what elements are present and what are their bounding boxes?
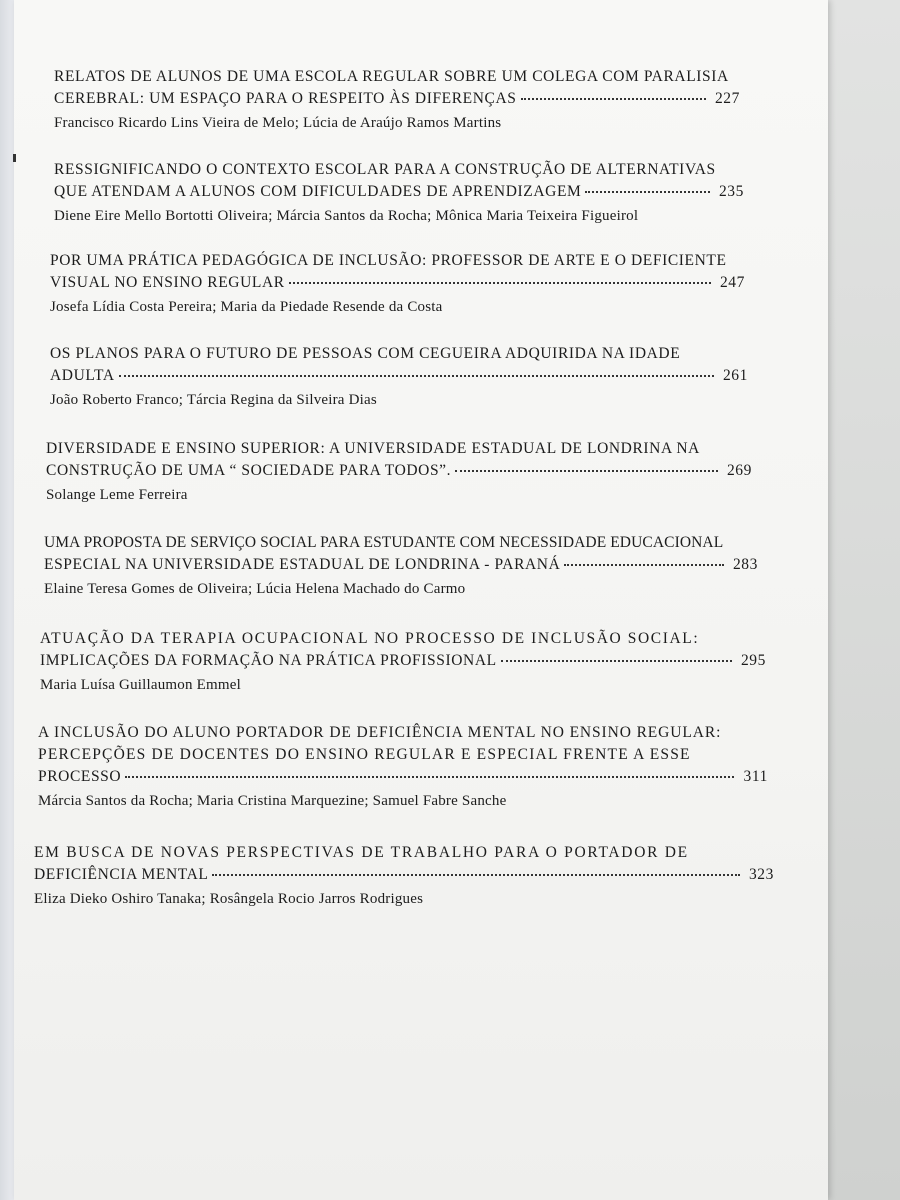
entry-authors: Francisco Ricardo Lins Vieira de Melo; Lúcia de Araújo Ramos Martins <box>54 115 502 131</box>
page-number: 261 <box>722 367 748 384</box>
entry-authors: Eliza Dieko Oshiro Tanaka; Rosângela Rocio Jarros Rodrigues <box>34 891 424 907</box>
dot-leader <box>455 470 718 472</box>
dot-leader <box>564 564 724 566</box>
entry-authors: Diene Eire Mello Bortotti Oliveira; Márcia Santos da Rocha; Mônica Maria Teixeira Figueirol <box>54 208 639 224</box>
entry-title-last-line <box>44 554 758 576</box>
entry-authors: Maria Luísa Guillaumon Emmel <box>40 677 241 693</box>
entry-title-line <box>38 744 768 766</box>
toc-entry <box>44 532 758 600</box>
page-number: 269 <box>726 462 752 479</box>
entry-title-text: IMPLICAÇÕES DA FORMAÇÃO NA PRÁTICA PROFISSIONAL <box>40 652 497 669</box>
dot-leader <box>501 660 732 662</box>
page-number: 323 <box>748 866 774 883</box>
dot-leader <box>119 375 714 377</box>
entry-title-last-line <box>46 460 752 482</box>
entry-title-text: VISUAL NO ENSINO REGULAR <box>50 274 285 291</box>
toc-entry <box>40 628 766 696</box>
entry-title-text: PERCEPÇÕES DE DOCENTES DO ENSINO REGULAR E ESPECIAL FRENTE A ESSE <box>38 746 691 763</box>
page-number: 235 <box>718 183 744 200</box>
entry-title-text: CONSTRUÇÃO DE UMA “ SOCIEDADE PARA TODOS”. <box>46 462 452 479</box>
entry-title-line <box>46 438 752 460</box>
page-number: 247 <box>719 274 745 291</box>
page-number: 227 <box>714 90 740 107</box>
entry-title-text: DEFICIÊNCIA MENTAL <box>34 866 209 883</box>
entry-title-text: DIVERSIDADE E ENSINO SUPERIOR: A UNIVERSIDADE ESTADUAL DE LONDRINA NA <box>46 440 700 457</box>
entry-title-text: PROCESSO <box>38 768 122 785</box>
entry-title-text: CEREBRAL: UM ESPAÇO PARA O RESPEITO ÀS DIFERENÇAS <box>54 90 517 107</box>
entry-title-line <box>40 628 766 650</box>
entry-title-line <box>50 250 745 272</box>
entry-title-text: QUE ATENDAM A ALUNOS COM DIFICULDADES DE APRENDIZAGEM <box>54 183 582 200</box>
entry-title-line <box>54 66 740 88</box>
entry-title-text: OS PLANOS PARA O FUTURO DE PESSOAS COM CEGUEIRA ADQUIRIDA NA IDADE <box>50 345 681 362</box>
entry-title-text: A INCLUSÃO DO ALUNO PORTADOR DE DEFICIÊNCIA MENTAL NO ENSINO REGULAR: <box>38 724 722 741</box>
entry-title-text: ESPECIAL NA UNIVERSIDADE ESTADUAL DE LONDRINA - PARANÁ <box>44 556 561 573</box>
page-number: 295 <box>740 652 766 669</box>
entry-authors: Márcia Santos da Rocha; Maria Cristina Marquezine; Samuel Fabre Sanche <box>38 793 507 809</box>
toc-entry <box>46 438 752 506</box>
toc-entry <box>54 66 740 134</box>
entry-title-line <box>44 532 758 554</box>
entry-title-text: EM BUSCA DE NOVAS PERSPECTIVAS DE TRABALHO PARA O PORTADOR DE <box>34 844 689 861</box>
entry-title-text: ATUAÇÃO DA TERAPIA OCUPACIONAL NO PROCESSO DE INCLUSÃO SOCIAL: <box>40 630 700 647</box>
entry-title-last-line <box>34 864 774 886</box>
toc-entry <box>38 722 768 812</box>
page-number: 311 <box>743 768 768 785</box>
entry-title-text: RELATOS DE ALUNOS DE UMA ESCOLA REGULAR SOBRE UM COLEGA COM PARALISIA <box>54 68 729 85</box>
entry-title-text: POR UMA PRÁTICA PEDAGÓGICA DE INCLUSÃO: PROFESSOR DE ARTE E O DEFICIENTE <box>50 252 727 269</box>
entry-title-last-line <box>50 272 745 294</box>
entry-authors: João Roberto Franco; Tárcia Regina da Silveira Dias <box>50 392 377 408</box>
entry-title-text: ADULTA <box>50 367 115 384</box>
entry-title-text: UMA PROPOSTA DE SERVIÇO SOCIAL PARA ESTUDANTE COM NECESSIDADE EDUCACIONAL <box>44 534 724 551</box>
entry-authors: Josefa Lídia Costa Pereira; Maria da Piedade Resende da Costa <box>50 299 443 315</box>
entry-title-last-line <box>50 365 748 387</box>
toc-entry <box>54 159 744 227</box>
toc-entry <box>50 250 745 318</box>
page-number: 283 <box>732 556 758 573</box>
dot-leader <box>585 191 710 193</box>
entry-title-line <box>34 842 774 864</box>
entry-title-last-line <box>38 766 768 788</box>
toc-entry <box>34 842 774 910</box>
dot-leader <box>125 776 734 778</box>
entry-authors: Solange Leme Ferreira <box>46 487 188 503</box>
entry-title-last-line <box>40 650 766 672</box>
entry-title-text: RESSIGNIFICANDO O CONTEXTO ESCOLAR PARA A CONSTRUÇÃO DE ALTERNATIVAS <box>54 161 716 178</box>
entry-title-line <box>50 343 748 365</box>
entry-title-line <box>54 159 744 181</box>
entry-title-last-line <box>54 88 740 110</box>
dot-leader <box>521 98 707 100</box>
dot-leader <box>289 282 711 284</box>
dot-leader <box>212 874 740 876</box>
entry-title-line <box>38 722 768 744</box>
entry-title-last-line <box>54 181 744 203</box>
entry-authors: Elaine Teresa Gomes de Oliveira; Lúcia Helena Machado do Carmo <box>44 581 466 597</box>
toc-entry <box>50 343 748 411</box>
